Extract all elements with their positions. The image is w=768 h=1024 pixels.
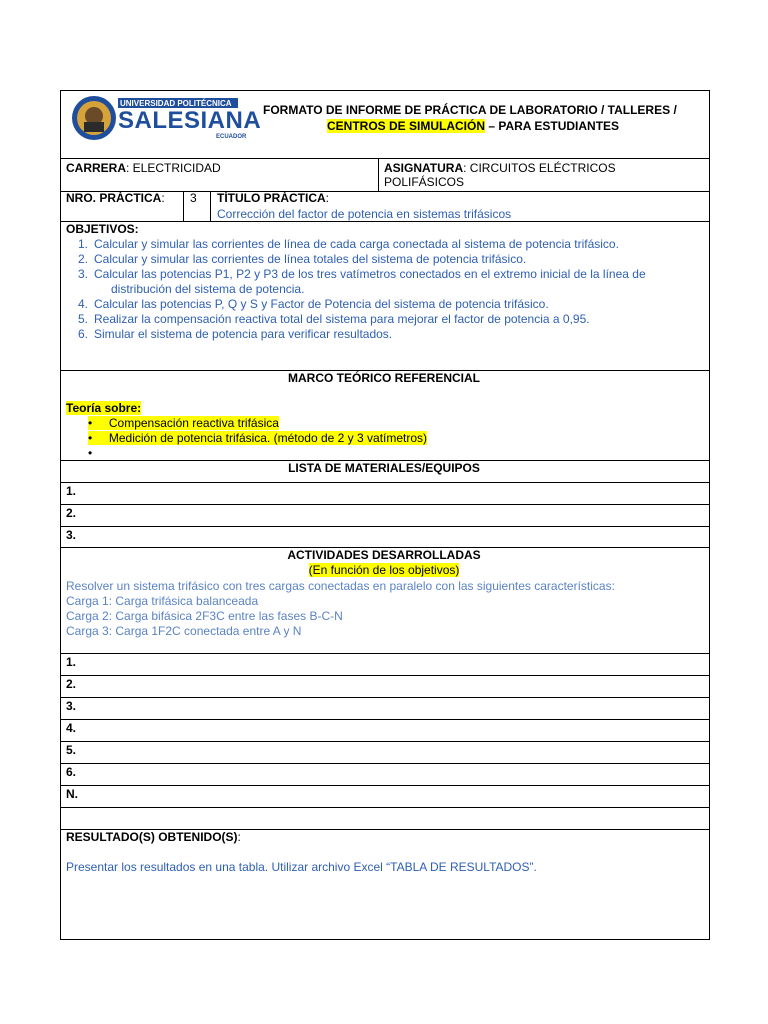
divider	[60, 504, 710, 505]
nro-value: 3	[190, 191, 197, 205]
objetivo-text: Simular el sistema de potencia para verificar resultados.	[94, 327, 393, 341]
nro-practica-field	[66, 191, 165, 205]
bullet-icon: •	[88, 431, 109, 445]
logo-sub-text: ECUADOR	[216, 134, 247, 140]
asignatura-field	[384, 161, 616, 175]
carrera-label: CARRERA	[66, 161, 126, 175]
document-title-line1: FORMATO DE INFORME DE PRÁCTICA DE LABORATORIO / TALLERES /	[263, 103, 677, 117]
titulo-practica-field	[217, 191, 329, 205]
bullet-text: Compensación reactiva trifásica	[108, 416, 279, 430]
title-rest: – PARA ESTUDIANTES	[485, 119, 620, 133]
objetivo-text: Calcular las potencias P, Q y S y Factor de Potencia del sistema de potencia trifásico.	[94, 297, 549, 311]
material-row-number: 1.	[66, 484, 77, 498]
teoria-bullet-item	[88, 446, 427, 461]
bullet-icon: •	[88, 416, 109, 430]
objetivo-number: 6.	[77, 327, 88, 341]
actividades-description	[66, 579, 615, 639]
actividad-line: Carga 1: Carga trifásica balanceada	[66, 594, 259, 608]
objetivo-number: 1.	[77, 237, 88, 251]
objetivo-number: 2.	[77, 252, 88, 266]
actividad-row-number: 5.	[66, 743, 77, 757]
teoria-bullets	[88, 416, 427, 461]
objetivo-item	[66, 252, 706, 267]
logo-main-text: SALESIANA	[118, 107, 262, 134]
actividad-row-number: 4.	[66, 721, 77, 735]
resultados-label-text: RESULTADO(S) OBTENIDO(S)	[66, 830, 238, 844]
actividad-line: Resolver un sistema trifásico con tres cargas conectadas en paralelo con las siguientes características:	[66, 579, 615, 593]
objetivo-number: 4.	[77, 297, 88, 311]
objetivo-item-continuation	[66, 282, 706, 297]
resultados-colon: :	[237, 830, 241, 844]
teoria-label: Teoría sobre:	[66, 401, 142, 415]
objetivo-item	[66, 297, 706, 312]
asignatura-value: : CIRCUITOS ELÉCTRICOS	[463, 161, 616, 175]
actividad-row-number: 1.	[66, 655, 77, 669]
carrera-value: : ELECTRICIDAD	[126, 161, 221, 175]
objetivo-text: Calcular y simular las corrientes de línea de cada carga conectada al sistema de potencia trifásico.	[94, 237, 619, 251]
titulo-value: Corrección del factor de potencia en sistemas trifásicos	[217, 207, 512, 221]
actividad-row-number: 3.	[66, 699, 77, 713]
resultados-label	[66, 830, 241, 844]
divider	[60, 807, 710, 808]
objetivo-text: Calcular y simular las corrientes de línea totales del sistema de potencia trifásico.	[94, 252, 527, 266]
actividad-row-number: 2.	[66, 677, 77, 691]
divider	[60, 719, 710, 720]
title-highlight: CENTROS DE SIMULACIÓN	[327, 119, 486, 133]
objetivo-number: 3.	[77, 267, 88, 281]
actividades-subheading-text: (En función de los objetivos)	[308, 563, 460, 577]
nro-label: NRO. PRÁCTICA	[66, 191, 162, 205]
nro-colon: :	[161, 191, 165, 205]
objetivos-heading: OBJETIVOS:	[66, 222, 139, 236]
objetivo-text: Calcular las potencias P1, P2 y P3 de los tres vatímetros conectados en el extremo inicial de la línea de	[94, 267, 646, 281]
divider	[60, 741, 710, 742]
objetivo-item	[66, 237, 706, 252]
resultados-text: Presentar los resultados en una tabla. Utilizar archivo Excel “TABLA DE RESULTADOS”.	[66, 860, 537, 874]
teoria-bullet-item	[88, 416, 427, 431]
divider	[210, 191, 211, 221]
divider	[60, 221, 710, 222]
actividades-subheading	[0, 563, 768, 577]
materiales-heading: LISTA DE MATERIALES/EQUIPOS	[288, 461, 480, 475]
document-title-line2	[327, 119, 619, 133]
asignatura-value-line2: POLIFÁSICOS	[384, 175, 465, 189]
logo-top-text: UNIVERSIDAD POLITÉCNICA	[120, 99, 232, 108]
divider	[183, 191, 184, 221]
bullet-icon: •	[88, 446, 93, 460]
divider	[60, 653, 710, 654]
actividad-line: Carga 3: Carga 1F2C conectada entre A y N	[66, 624, 302, 638]
carrera-field	[66, 161, 221, 175]
titulo-colon: :	[325, 191, 329, 205]
objetivo-text: distribución del sistema de potencia.	[111, 282, 305, 296]
divider	[60, 482, 710, 483]
teoria-bullet-item	[88, 431, 427, 446]
material-row-number: 2.	[66, 506, 77, 520]
objetivo-number: 5.	[77, 312, 88, 326]
university-logo	[70, 92, 262, 144]
divider	[60, 158, 710, 159]
material-row-number: 3.	[66, 528, 77, 542]
asignatura-label: ASIGNATURA	[384, 161, 464, 175]
divider	[378, 158, 379, 191]
divider	[60, 697, 710, 698]
actividades-heading: ACTIVIDADES DESARROLLADAS	[287, 548, 481, 562]
actividad-row-number: N.	[66, 787, 78, 801]
actividad-row-number: 6.	[66, 765, 77, 779]
objetivo-item	[66, 267, 706, 282]
divider	[60, 763, 710, 764]
objetivo-text: Realizar la compensación reactiva total del sistema para mejorar el factor de potencia a 0,95.	[94, 312, 590, 326]
marco-heading: MARCO TEÓRICO REFERENCIAL	[288, 371, 480, 385]
actividad-line: Carga 2: Carga bifásica 2F3C entre las fases B-C-N	[66, 609, 343, 623]
divider	[60, 675, 710, 676]
objetivos-list	[66, 237, 706, 342]
bullet-text: Medición de potencia trifásica. (método de 2 y 3 vatímetros)	[108, 431, 428, 445]
objetivo-item	[66, 327, 706, 342]
titulo-label: TÍTULO PRÁCTICA	[217, 191, 326, 205]
objetivo-item	[66, 312, 706, 327]
divider	[60, 785, 710, 786]
divider	[60, 526, 710, 527]
